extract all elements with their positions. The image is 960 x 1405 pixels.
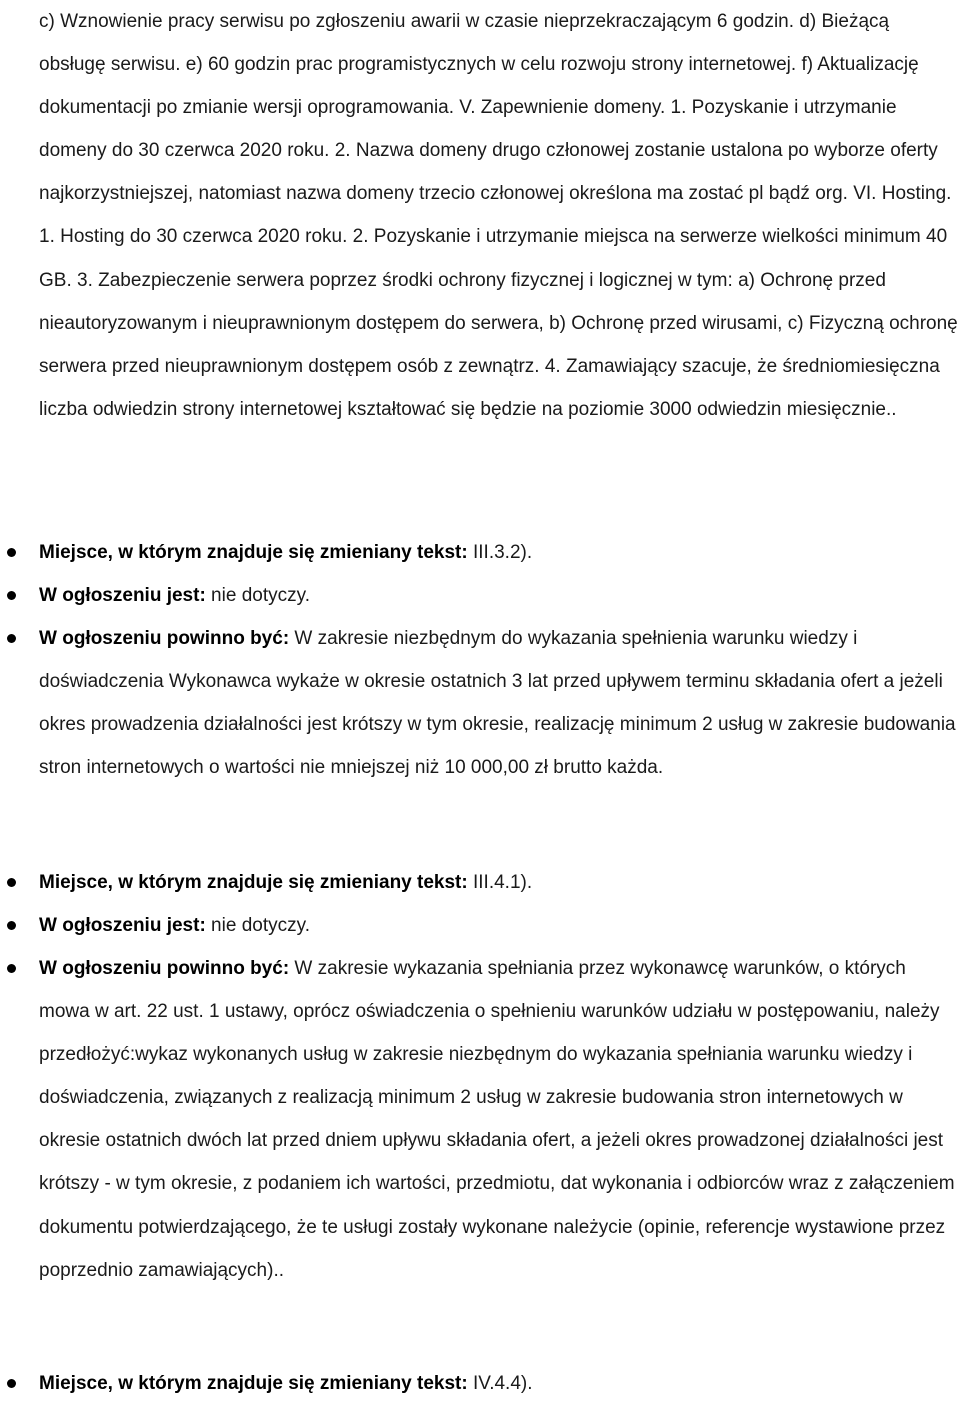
bullet-icon [7,591,16,600]
bullet-icon [7,634,16,643]
change1-is-value: nie dotyczy. [205,585,310,606]
change1-should-item [39,617,960,789]
change2-is-value: nie dotyczy. [205,915,310,936]
change2-should-label: W ogłoszeniu powinno być: [39,958,290,979]
change1-should-value: W zakresie niezbędnym do wykazania spełnienia warunku wiedzy i doświadczenia Wykonawca wykaże w okresie ostatnich 3 lat przed upływem terminu składania ofert a jeżeli okres prowadzenia działalności jest krótszy w tym okresie, realizację minimum 2 usług w zakresie budowania stron internetowych o wartości nie mniejszej niż 10 000,00 zł brutto każda. [39,628,956,779]
change2-location-value: III.4.1). [467,872,533,893]
change1-location-label: Miejsce, w którym znajduje się zmieniany tekst: [39,542,468,563]
bullet-icon [7,1379,16,1388]
change3-location-item [39,1362,960,1405]
bullet-icon [7,548,16,557]
bullet-icon [7,921,16,930]
intro-paragraph: c) Wznowienie pracy serwisu po zgłoszeniu awarii w czasie nieprzekraczającym 6 godzin. d) Bieżącą obsługę serwisu. e) 60 godzin prac programistycznych w celu rozwoju strony internetowej. f) Aktualizację dokumentacji po zmianie wersji oprogramowania. V. Zapewnienie domeny. 1. Pozyskanie i utrzymanie domeny do 30 czerwca 2020 roku. 2. Nazwa domeny drugo członowej zostanie ustalona po wyborze oferty najkorzystniejszej, natomiast nazwa domeny trzecio członowej określona ma zostać pl bądź org. VI. Hosting. 1. Hosting do 30 czerwca 2020 roku. 2. Pozyskanie i utrzymanie miejsca na serwerze wielkości minimum 40 GB. 3. Zabezpieczenie serwera poprzez środki ochrony fizycznej i logicznej w tym: a) Ochronę przed nieautoryzowanym i nieuprawnionym dostępem do serwera, b) Ochronę przed wirusami, c) Fizyczną ochronę serwera przed nieuprawnionym dostępem osób z zewnątrz. 4. Zamawiający szacuje, że średniomiesięczna liczba odwiedzin strony internetowej kształtować się będzie na poziomie 3000 odwiedzin miesięcznie.. [39,11,958,420]
bullet-icon [7,964,16,973]
change1-is-item [39,574,960,617]
change2-is-label: W ogłoszeniu jest: [39,915,206,936]
change3-location-value: IV.4.4). [467,1373,533,1394]
change3-location-label: Miejsce, w którym znajduje się zmieniany tekst: [39,1373,468,1394]
change2-should-value: W zakresie wykazania spełniania przez wykonawcę warunków, o których mowa w art. 22 ust. 1 ustawy, oprócz oświadczenia o spełnieniu warunków udziału w postępowaniu, należy przedłożyć:wykaz wykonanych usług w zakresie niezbędnym do wykazania spełniania warunku wiedzy i doświadczenia, związanych z realizacją minimum 2 usług w zakresie budowania stron internetowych w okresie ostatnich dwóch lat przed dniem upływu składania ofert, a jeżeli okres prowadzonej działalności jest krótszy - w tym okresie, z podaniem ich wartości, przedmiotu, dat wykonania i odbiorców wraz z załączeniem dokumentu potwierdzającego, że te usługi zostały wykonane należycie (opinie, referencje wystawione przez poprzednio zamawiających).. [39,958,955,1281]
change1-location-value: III.3.2). [467,542,533,563]
change1-is-label: W ogłoszeniu jest: [39,585,206,606]
change1-should-label: W ogłoszeniu powinno być: [39,628,290,649]
change2-should-item [39,947,960,1292]
change2-location-label: Miejsce, w którym znajduje się zmieniany tekst: [39,872,468,893]
change1-location-item [39,531,960,574]
bullet-icon [7,878,16,887]
change2-is-item [39,904,960,947]
change2-location-item [39,861,960,904]
